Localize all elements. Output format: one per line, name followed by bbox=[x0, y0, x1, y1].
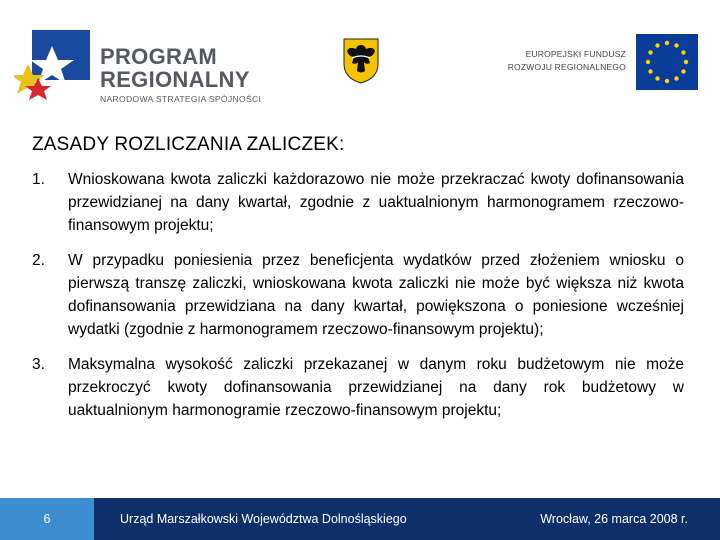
item-text: W przypadku poniesienia przez beneficjenta wydatków przed złożeniem wniosku o pierwszą transzę zaliczki, wnioskowana kwota zaliczki nie może być większa niż kwota dofinansowania przewidziana na dany kwartał, powiększona o poniesione wcześniej wydatki (zgodnie z harmonogramem rzeczowo-finansowym projektu); bbox=[68, 252, 684, 338]
footer-main bbox=[94, 498, 720, 540]
eu-fund-label bbox=[480, 48, 626, 74]
eu-fund-line2: ROZWOJU REGIONALNEGO bbox=[507, 62, 626, 72]
dolnoslaskie-eagle-crest-icon bbox=[343, 38, 379, 84]
footer-institution: Urząd Marszałkowski Województwa Dolnośląskiego bbox=[120, 512, 407, 526]
program-regionalny-logo bbox=[14, 28, 264, 108]
list-item bbox=[32, 353, 684, 422]
footer-place-date: Wrocław, 26 marca 2008 r. bbox=[540, 512, 688, 526]
list-item bbox=[32, 168, 684, 237]
rules-list bbox=[32, 168, 684, 434]
program-title-line2: REGIONALNY bbox=[100, 67, 250, 92]
item-number: 3. bbox=[32, 356, 45, 373]
page-title: ZASADY ROZLICZANIA ZALICZEK: bbox=[32, 134, 345, 155]
program-star-logo-icon bbox=[14, 28, 92, 108]
footer-bar bbox=[0, 498, 720, 540]
eu-flag-icon bbox=[636, 34, 698, 90]
list-item bbox=[32, 249, 684, 341]
program-subtitle: NARODOWA STRATEGIA SPÓJNOŚCI bbox=[100, 94, 262, 104]
page-number: 6 bbox=[43, 512, 51, 526]
eu-fund-line1: EUROPEJSKI FUNDUSZ bbox=[525, 49, 626, 59]
item-number: 1. bbox=[32, 171, 45, 188]
page-number-box bbox=[0, 498, 94, 540]
item-number: 2. bbox=[32, 252, 45, 269]
item-text: Wnioskowana kwota zaliczki każdorazowo nie może przekraczać kwoty dofinansowania przewidzianej na dany kwartał, zgodnie z uaktualnionym harmonogramem rzeczowo-finansowym projektu; bbox=[68, 171, 684, 234]
program-title-line1: PROGRAM bbox=[100, 44, 217, 69]
item-text: Maksymalna wysokość zaliczki przekazanej w danym roku budżetowym nie może przekroczyć kwoty dofinansowania przewidzianej na dany rok budżetowy w uaktualnionym harmonogramie rzeczowo-finansowym projektu; bbox=[68, 356, 684, 419]
